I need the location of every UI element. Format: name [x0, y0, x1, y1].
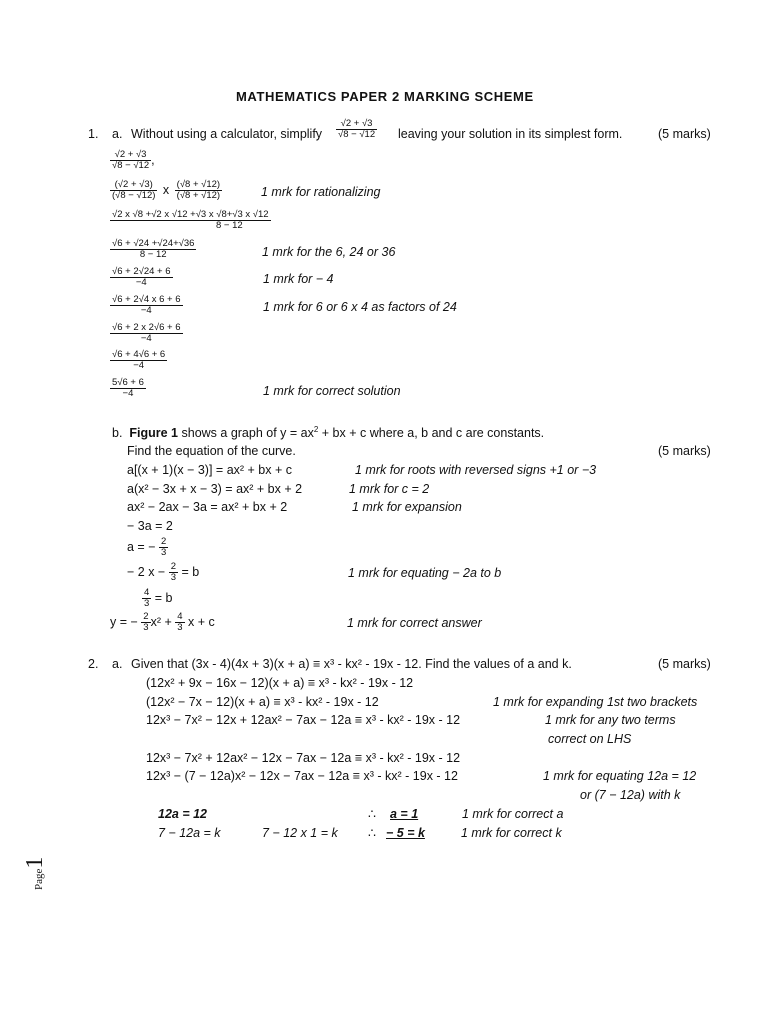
b-note-equating: 1 mrk for equating − 2a to b	[348, 566, 502, 580]
question-2-number: 2.	[88, 657, 99, 671]
step-7: $\frac{√6 + 2 x 2√6 + 6}{-4}$	[112, 322, 181, 344]
q2-note-3: 1 mrk for any two terms	[545, 713, 676, 727]
page-number-label: Page1	[22, 856, 48, 890]
question-1b-line1: b. Figure 1 shows a graph of $y = ax^2$ + bx + c where a, b and c are constants.	[112, 425, 545, 441]
q2-note-2: 1 mrk for expanding 1st two brackets	[493, 695, 698, 709]
b-note-2: 1 mrk for c = 2	[349, 482, 430, 496]
question-1a-text-post: leaving your solution in its simplest form.	[398, 127, 623, 141]
b-eq-a: a = − $\frac{2}{3}$	[127, 536, 167, 558]
therefore-symbol-2: ∴	[368, 826, 376, 840]
question-1b-marks: (5 marks)	[658, 444, 711, 458]
step-9: $\frac{5√6 + 6}{-4}$	[112, 377, 144, 399]
q2-final2-left: 7 − 12a = k	[158, 826, 221, 840]
question-1a-marks: (5 marks)	[658, 127, 711, 141]
mark-note-correct-solution: 1 mrk for correct solution	[263, 384, 401, 398]
b-eq-b: − 2 x − $\frac{2}{3}$ = b	[127, 561, 200, 583]
step-3: $\frac{√2 x √8 +√2 x √12 +√3 x √8+√3 x √12}{8 - 12}$	[112, 209, 269, 231]
question-2a-marks: (5 marks)	[658, 657, 711, 671]
q2-eq-1: (12x² + 9x − 16x − 12)(x + a) ≡ x³ - kx² - 19x - 12	[146, 676, 414, 690]
mark-note-rationalizing: 1 mrk for rationalizing	[261, 185, 381, 199]
q2-final2-mid: 7 − 12 x 1 = k	[262, 826, 338, 840]
step-8: $\frac{√6 + 4√6 + 6}{-4}$	[112, 349, 166, 371]
q2-final1-left: 12a = 12	[158, 807, 208, 821]
question-1-number: 1.	[88, 127, 99, 141]
question-2a-label: a.	[112, 657, 123, 671]
b-eq-2: a(x² − 3x + x − 3) = ax² + bx + 2	[127, 482, 303, 496]
step-5: $\frac{√6 + 2√24 + 6}{-4}$	[112, 266, 171, 288]
question-1b-line2: Find the equation of the curve.	[127, 444, 296, 458]
question-2a-text: Given that (3x - 4)(4x + 3)(x + a) ≡ x³ - kx² - 19x - 12. Find the values of a and k.	[131, 657, 572, 671]
mark-note-6-24-36: 1 mrk for the 6, 24 or 36	[262, 245, 396, 259]
step-6: $\frac{√6 + 2√4 x 6 + 6}{-4}$	[112, 294, 181, 316]
step-4: $\frac{√6 + √24 +√24+√36}{8 - 12}$	[112, 238, 195, 260]
step-1: $\frac{√2 + √3}{√8 - √12}$ ,	[112, 149, 155, 171]
question-1a-text: Without using a calculator, simplify	[131, 127, 323, 141]
therefore-symbol-1: ∴	[368, 807, 376, 821]
b-note-correct-answer: 1 mrk for correct answer	[347, 616, 482, 630]
q2-final1-result: a = 1	[390, 807, 419, 821]
b-eq-3: ax² − 2ax − 3a = ax² + bx + 2	[127, 500, 288, 514]
b-eq-1: a[(x + 1)(x − 3)] = ax² + bx + c	[127, 463, 292, 477]
q2-eq-4: 12x³ − 7x² + 12ax² − 12x − 7ax − 12a ≡ x³ - kx² - 19x - 12	[146, 751, 461, 765]
b-eq-b2: $\frac{4}{3}$ = b	[144, 587, 173, 609]
q2-eq-2: (12x² − 7x − 12)(x + a) ≡ x³ - kx² - 19x - 12	[146, 695, 379, 709]
q2-final1-note: 1 mrk for correct a	[462, 807, 564, 821]
b-note-1: 1 mrk for roots with reversed signs +1 or −3	[355, 463, 597, 477]
b-eq-4: − 3a = 2	[127, 519, 173, 533]
q2-note-5: 1 mrk for equating 12a = 12	[543, 769, 697, 783]
q2-note-3b: correct on LHS	[548, 732, 632, 746]
question-1a-fraction: $\frac{√2 + √3}{√8 - √12}$	[338, 118, 376, 140]
question-1a-label: a.	[112, 127, 123, 141]
q2-eq-5: 12x³ − (7 − 12a)x² − 12x − 7ax − 12a ≡ x³ - kx² - 19x - 12	[146, 769, 458, 783]
q2-final2-result: − 5 = k	[386, 826, 425, 840]
q2-eq-3: 12x³ − 7x² − 12x + 12ax² − 7ax − 12a ≡ x³ - kx² - 19x - 12	[146, 713, 461, 727]
q2-note-5b: or (7 − 12a) with k	[580, 788, 681, 802]
b-note-3: 1 mrk for expansion	[352, 500, 462, 514]
mark-note-minus-4: 1 mrk for − 4	[263, 272, 334, 286]
page-title: MATHEMATICS PAPER 2 MARKING SCHEME	[236, 89, 534, 104]
step-2: $\frac{(√2 + √3)}{(√8 - √12)}$ x $\frac{(√8 + √12)}{(√8 + √12)}$	[112, 179, 221, 201]
b-eq-y: y = − $\frac{2}{3}$ x² + $\frac{4}{3}$ x + c	[110, 611, 215, 633]
mark-note-factors: 1 mrk for 6 or 6 x 4 as factors of 24	[263, 300, 457, 314]
q2-final2-note: 1 mrk for correct k	[461, 826, 562, 840]
